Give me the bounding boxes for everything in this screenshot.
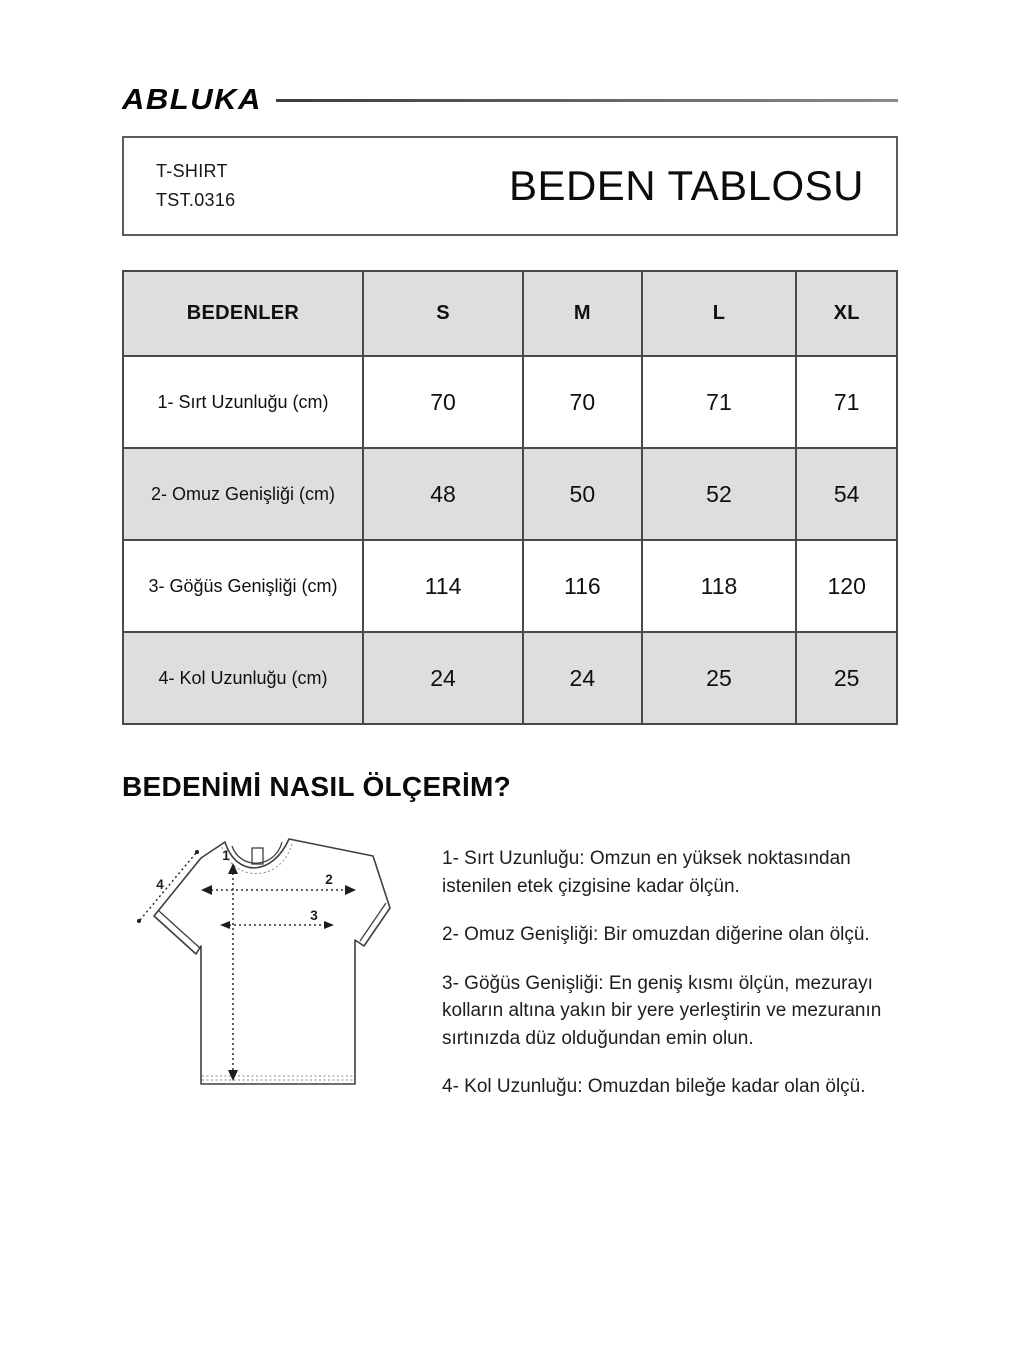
cell-value: 24 bbox=[363, 632, 523, 724]
cell-value: 70 bbox=[523, 356, 641, 448]
row-label: 1- Sırt Uzunluğu (cm) bbox=[123, 356, 363, 448]
column-header-m: M bbox=[523, 271, 641, 356]
arrow-end-dot bbox=[137, 919, 141, 923]
cell-value: 52 bbox=[642, 448, 797, 540]
measure-section-heading: BEDENİMİ NASIL ÖLÇERİM? bbox=[122, 771, 512, 802]
column-header-s: S bbox=[363, 271, 523, 356]
cell-value: 71 bbox=[796, 356, 897, 448]
product-name: T-SHIRT bbox=[156, 161, 228, 181]
instruction-chest-width: 3- Göğüs Genişliği: En geniş kısmı ölçün, mezurayı kolların altına yakın bir yere yerleştirin ve mezuranın sırtınızda düz olduğundan emin olun. bbox=[442, 972, 882, 1049]
brand-row bbox=[122, 85, 898, 115]
cell-value: 25 bbox=[796, 632, 897, 724]
product-meta bbox=[156, 161, 235, 211]
neck-tag bbox=[252, 848, 263, 864]
cell-value: 118 bbox=[642, 540, 797, 632]
cell-value: 120 bbox=[796, 540, 897, 632]
cell-value: 48 bbox=[363, 448, 523, 540]
measure-instructions bbox=[442, 829, 898, 1101]
cell-value: 24 bbox=[523, 632, 641, 724]
brand-logo: ABLUKA bbox=[122, 83, 262, 116]
row-label: 2- Omuz Genişliği (cm) bbox=[123, 448, 363, 540]
cell-value: 54 bbox=[796, 448, 897, 540]
product-code: TST.0316 bbox=[156, 190, 236, 210]
column-header-xl: XL bbox=[796, 271, 897, 356]
instruction-sleeve-length: 4- Kol Uzunluğu: Omuzdan bileğe kadar olan ölçü. bbox=[442, 1076, 866, 1098]
tshirt-measurement-diagram bbox=[122, 829, 422, 1109]
diagram-label-3: 3 bbox=[310, 908, 318, 923]
size-table-header-row bbox=[123, 271, 897, 356]
header-box bbox=[122, 136, 898, 236]
table-row bbox=[123, 448, 897, 540]
column-header-l: L bbox=[642, 271, 797, 356]
table-row bbox=[123, 632, 897, 724]
cell-value: 71 bbox=[642, 356, 797, 448]
brand-divider-line bbox=[276, 99, 898, 102]
instruction-back-length: 1- Sırt Uzunluğu: Omzun en yüksek noktasından istenilen etek çizgisine kadar ölçün. bbox=[442, 848, 851, 897]
arrow-end-dot bbox=[195, 850, 199, 854]
size-table bbox=[122, 270, 898, 725]
diagram-label-2: 2 bbox=[325, 872, 333, 887]
diagram-label-1: 1 bbox=[222, 848, 230, 863]
row-label: 3- Göğüs Genişliği (cm) bbox=[123, 540, 363, 632]
table-row bbox=[123, 540, 897, 632]
tshirt-diagram-svg bbox=[122, 829, 422, 1109]
page-title: BEDEN TABLOSU bbox=[508, 162, 864, 209]
cell-value: 50 bbox=[523, 448, 641, 540]
instruction-shoulder-width: 2- Omuz Genişliği: Bir omuzdan diğerine olan ölçü. bbox=[442, 924, 870, 946]
row-label: 4- Kol Uzunluğu (cm) bbox=[123, 632, 363, 724]
measure-section bbox=[122, 829, 898, 1109]
table-row bbox=[123, 356, 897, 448]
cell-value: 114 bbox=[363, 540, 523, 632]
cell-value: 116 bbox=[523, 540, 641, 632]
cell-value: 25 bbox=[642, 632, 797, 724]
column-header-bedenler: BEDENLER bbox=[123, 271, 363, 356]
cell-value: 70 bbox=[363, 356, 523, 448]
tshirt-outline bbox=[154, 839, 390, 1084]
diagram-label-4: 4 bbox=[156, 877, 164, 892]
